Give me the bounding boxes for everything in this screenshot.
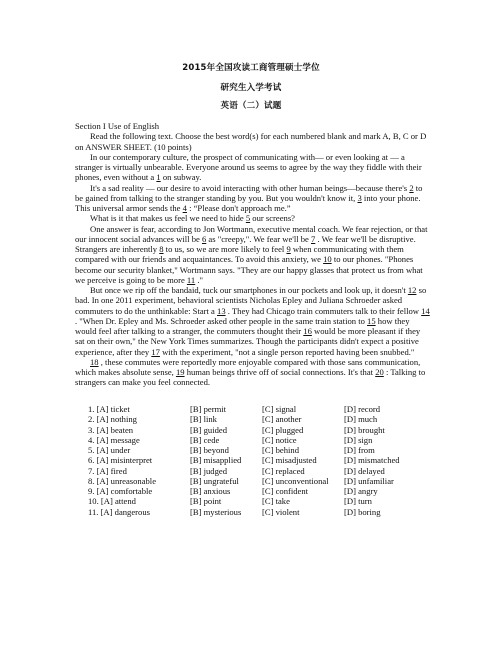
blank-number: 15 [367, 315, 376, 326]
blank-number: 10 [323, 254, 332, 265]
passage-paragraph [75, 357, 431, 388]
option-choice: [D] turn [344, 496, 372, 507]
passage-text: : “Please don't approach me.” [186, 203, 291, 213]
option-choice: 1. [A] ticket [88, 404, 130, 414]
passage-body [75, 121, 431, 388]
option-choice: [B] misapplied [190, 455, 242, 466]
blank-number: 14 [421, 305, 430, 316]
passage-text: into your phone. This universal armor sends the [75, 192, 421, 213]
option-choice: [C] misadjusted [262, 455, 317, 466]
option-choice: [D] mismatched [344, 455, 400, 466]
blank-number: 9 [286, 244, 291, 254]
option-choice: 4. [A] message [88, 434, 140, 445]
passage-text: But once we rip off the bandaid, tuck our smartphones in our pockets and look up, it doesn't [90, 285, 408, 295]
option-choice: [D] brought [344, 424, 385, 435]
blank-number: 13 [217, 305, 226, 316]
option-choice: 10. [A] attend [88, 496, 136, 507]
option-choice: [D] delayed [344, 465, 385, 476]
option-choice: [D] unfamiliar [344, 475, 394, 486]
passage-text: how they would feel after talking to a stranger, the commuters thought their [75, 315, 410, 336]
option-choice: [B] point [190, 496, 222, 507]
option-choice: [B] link [190, 414, 217, 425]
option-choice: [B] permit [190, 404, 227, 414]
passage-text: In our contemporary culture, the prospect of communicating with— or even looking at — a stranger is virtually unbearable. Everyone around us seems to agree by the way they fiddle with their phones, even without a [75, 151, 422, 183]
option-choice: 8. [A] unreasonable [88, 475, 157, 486]
passage-text: : Talking to strangers can make you feel connected. [75, 367, 426, 388]
option-choice: [D] record [344, 404, 381, 414]
option-choice: [C] replaced [262, 465, 305, 476]
passage-text: to our phones. "Phones become our security blanket," Wortmann says. "They are our happy glasses that protect us from what we perceive is going to be more [75, 254, 423, 285]
blank-number: 19 [175, 367, 185, 377]
blank-number: 2 [409, 182, 414, 193]
passage-text: It's a sad reality — our desire to avoid interacting with other human beings—because there's [90, 182, 410, 193]
passage-text: . We fear we'll be disruptive. Strangers are inherently [75, 233, 416, 254]
passage-text: as "creepy,". We fear we'll be [206, 233, 312, 244]
option-choice: 2. [A] nothing [88, 414, 137, 425]
passage-text: . They had Chicago train commuters talk to their fellow [225, 305, 422, 316]
blank-number: 17 [151, 346, 160, 357]
blank-number: 20 [375, 367, 384, 377]
passage-text: to be gained from talking to the stranger standing by you. But you wouldn't know it, [75, 182, 423, 203]
passage-paragraph [75, 213, 431, 223]
passage-paragraph [75, 224, 431, 286]
option-choice: [B] judged [190, 465, 227, 476]
option-choice: [D] boring [344, 506, 381, 517]
blank-number: 11 [186, 274, 196, 285]
option-choice: [B] anxious [190, 486, 231, 496]
option-choice: [B] beyond [190, 445, 229, 455]
section-heading: Section I Use of English [75, 121, 160, 131]
option-choice: [C] take [262, 496, 290, 507]
blank-number: 6 [201, 233, 207, 244]
blank-number: 4 [182, 203, 187, 213]
passage-text: would be more pleasant if they sat on their own," the New York Times summarizes. Though the participants didn't expect a positive experience, after they [75, 326, 421, 357]
exam-title: 英语（二）试题 [220, 101, 282, 111]
document-title: 2015年全国攻读工商管理硕士学位 [182, 63, 320, 73]
passage-text: One answer is fear, according to Jon Wortmann, executive mental coach. We fear rejection, or that our innocent social advances will be [75, 223, 428, 244]
blank-number: 18 [90, 356, 99, 367]
passage-text: ." [195, 274, 204, 285]
option-choice: [C] signal [262, 404, 297, 414]
passage-text: to us, so we are more likely to feel [163, 244, 287, 254]
blank-number: 5 [245, 213, 251, 224]
blank-number: 8 [159, 244, 164, 254]
option-choice: 5. [A] under [88, 445, 131, 455]
passage-text: when communicating with them compared with our friends and acquaintances. To avoid this anxiety, we [75, 244, 404, 265]
option-choice: [C] violent [262, 506, 300, 517]
passage-paragraph [75, 152, 431, 183]
instructions: Read the following text. Choose the best word(s) for each numbered blank and mark A, B, C or D on ANSWER SHEET. (10 points) [75, 131, 427, 152]
option-choice: 7. [A] fired [88, 465, 127, 476]
option-choice: 6. [A] misinterpret [88, 455, 153, 466]
option-choice: [C] behind [262, 445, 299, 455]
blank-number: 7 [311, 233, 316, 244]
document-subtitle: 研究生入学考试 [220, 83, 282, 93]
option-choice: [D] much [344, 414, 378, 425]
option-choice: [B] guided [190, 424, 227, 435]
blank-number: 16 [303, 326, 312, 336]
passage-text: , these commutes were reportedly more enjoyable compared with those sans communication, which makes absolute sense, [75, 356, 421, 377]
passage-text: . "When Dr. Epley and Ms. Schroeder asked other people in the same train station to [75, 315, 368, 326]
passage-text: What is it that makes us feel we need to hide [90, 213, 246, 224]
passage-text: human beings thrive off of social connections. It's that [184, 367, 376, 377]
option-choice: 11. [A] dangerous [88, 506, 150, 517]
option-choice: [D] angry [344, 486, 378, 496]
option-choice: [C] plugged [262, 424, 304, 435]
option-choice: [D] from [344, 445, 375, 455]
passage-text: on subway. [160, 172, 202, 183]
option-choice: [B] cede [190, 434, 220, 445]
passage [75, 152, 431, 388]
option-choice: [C] unconventional [262, 475, 329, 486]
passage-text: with the experiment, "not a single person reported having been snubbed." [159, 346, 415, 357]
option-choice: 9. [A] comfortable [88, 486, 153, 496]
passage-text: our screens? [250, 213, 295, 224]
blank-number: 12 [407, 285, 417, 295]
option-choice: [C] notice [262, 434, 297, 445]
passage-paragraph [75, 183, 431, 214]
option-choice: [B] mysterious [190, 506, 242, 517]
option-choice: [B] ungrateful [190, 475, 239, 486]
blank-number: 1 [156, 172, 161, 183]
option-choice: [C] another [262, 414, 302, 425]
option-choice: 3. [A] beaten [88, 424, 134, 435]
option-choice: [C] confident [262, 486, 309, 496]
passage-paragraph [75, 285, 431, 357]
blank-number: 3 [357, 192, 362, 203]
passage-text: so bad. In one 2011 experiment, behavioral scientists Nicholas Epley and Juliana Schroeder asked commuters to do the unthinkable: Start a [75, 285, 427, 316]
option-choice: [D] sign [344, 434, 373, 445]
